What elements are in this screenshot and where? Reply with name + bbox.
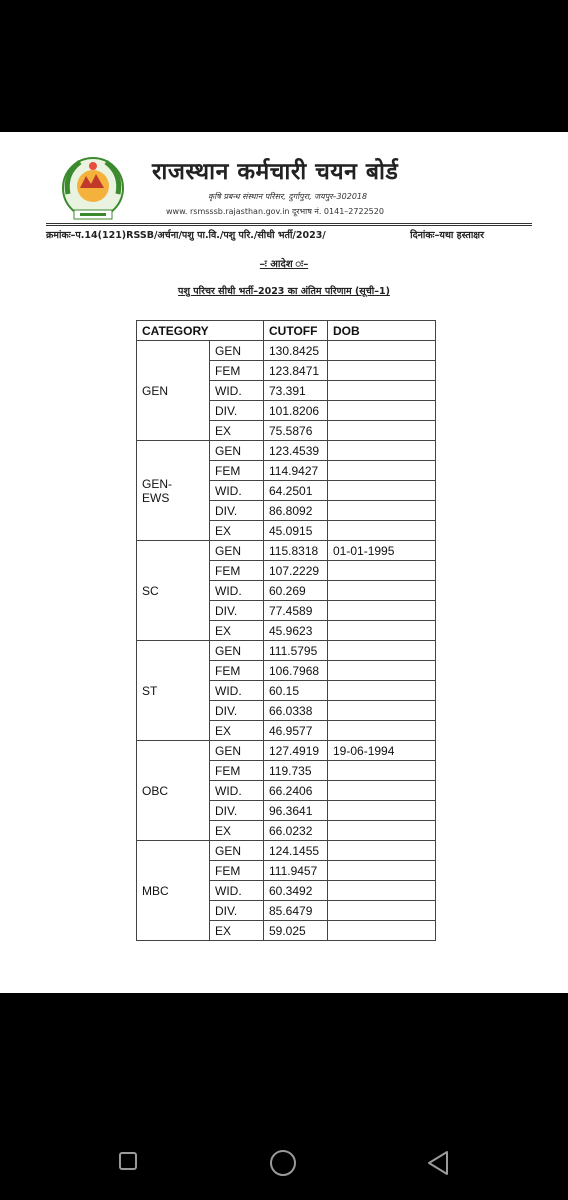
cutoff-cell: 96.3641 [264, 801, 328, 821]
table-header-row [137, 321, 436, 341]
cutoff-cell: 86.8092 [264, 501, 328, 521]
subcategory-cell: FEM [210, 661, 264, 681]
cutoff-cell: 59.025 [264, 921, 328, 941]
subcategory-cell: FEM [210, 761, 264, 781]
header-divider-2 [46, 225, 532, 226]
dob-cell [328, 401, 436, 421]
home-icon[interactable] [270, 1150, 296, 1176]
subcategory-cell: FEM [210, 461, 264, 481]
dob-cell [328, 801, 436, 821]
subcategory-cell: FEM [210, 561, 264, 581]
category-cell: SC [137, 541, 210, 641]
dob-cell [328, 521, 436, 541]
subcategory-cell: EX [210, 721, 264, 741]
category-cell: GEN [137, 341, 210, 441]
dob-cell [328, 701, 436, 721]
subcategory-cell: WID. [210, 381, 264, 401]
subcategory-cell: WID. [210, 681, 264, 701]
table-row [137, 441, 436, 461]
cutoff-cell: 60.3492 [264, 881, 328, 901]
dob-header: DOB [328, 321, 436, 341]
cutoff-cell: 77.4589 [264, 601, 328, 621]
dob-cell [328, 841, 436, 861]
cutoff-cell: 60.15 [264, 681, 328, 701]
subcategory-cell: GEN [210, 441, 264, 461]
category-cell: OBC [137, 741, 210, 841]
subcategory-cell: GEN [210, 741, 264, 761]
cutoff-cell: 85.6479 [264, 901, 328, 921]
subcategory-cell: WID. [210, 481, 264, 501]
order-heading [0, 256, 568, 270]
cutoff-cell: 75.5876 [264, 421, 328, 441]
reference-date: दिनांकः–यथा हस्ताक्षर [410, 230, 484, 241]
subcategory-cell: EX [210, 821, 264, 841]
cutoff-cell: 60.269 [264, 581, 328, 601]
org-address: कृषि प्रबन्ध संस्थान परिसर, दुर्गापुरा, जयपुर–302018 [208, 192, 368, 201]
back-icon[interactable] [425, 1149, 451, 1177]
table-row [137, 841, 436, 861]
subcategory-cell: GEN [210, 341, 264, 361]
result-heading-text: पशु परिचर सीधी भर्ती–2023 का अंतिम परिणाम (सूची–1) [178, 286, 390, 297]
cutoff-cell: 115.8318 [264, 541, 328, 561]
subcategory-cell: EX [210, 621, 264, 641]
cutoff-cell: 124.1455 [264, 841, 328, 861]
board-emblem-logo [60, 154, 126, 228]
category-cell: GEN- EWS [137, 441, 210, 541]
dob-cell [328, 881, 436, 901]
subcategory-cell: WID. [210, 781, 264, 801]
dob-cell [328, 921, 436, 941]
header-divider [46, 223, 532, 224]
dob-cell [328, 721, 436, 741]
cutoff-cell: 111.5795 [264, 641, 328, 661]
cutoff-cell: 123.8471 [264, 361, 328, 381]
table-row [137, 641, 436, 661]
dob-cell: 19-06-1994 [328, 741, 436, 761]
cutoff-cell: 119.735 [264, 761, 328, 781]
subcategory-cell: DIV. [210, 501, 264, 521]
dob-cell [328, 661, 436, 681]
dob-cell [328, 381, 436, 401]
dob-cell [328, 821, 436, 841]
cutoff-cell: 123.4539 [264, 441, 328, 461]
dob-cell [328, 901, 436, 921]
subcategory-cell: GEN [210, 541, 264, 561]
cutoff-header: CUTOFF [264, 321, 328, 341]
dob-cell [328, 341, 436, 361]
android-navigation-bar [0, 1140, 568, 1184]
table-row [137, 341, 436, 361]
cutoff-table [136, 320, 436, 941]
org-contact: www. rsmsssb.rajasthan.gov.in दूरभाष नं. 0141–2722520 [166, 207, 384, 216]
cutoff-cell: 73.391 [264, 381, 328, 401]
subcategory-cell: GEN [210, 841, 264, 861]
dob-cell [328, 861, 436, 881]
subcategory-cell: FEM [210, 361, 264, 381]
cutoff-cell: 64.2501 [264, 481, 328, 501]
cutoff-cell: 130.8425 [264, 341, 328, 361]
dob-cell [328, 781, 436, 801]
cutoff-cell: 111.9457 [264, 861, 328, 881]
category-header: CATEGORY [137, 321, 264, 341]
cutoff-cell: 101.8206 [264, 401, 328, 421]
subcategory-cell: FEM [210, 861, 264, 881]
subcategory-cell: WID. [210, 581, 264, 601]
subcategory-cell: DIV. [210, 701, 264, 721]
dob-cell [328, 441, 436, 461]
dob-cell [328, 561, 436, 581]
dob-cell [328, 641, 436, 661]
cutoff-cell: 45.0915 [264, 521, 328, 541]
cutoff-cell: 46.9577 [264, 721, 328, 741]
dob-cell [328, 581, 436, 601]
subcategory-cell: EX [210, 521, 264, 541]
dob-cell [328, 461, 436, 481]
cutoff-cell: 114.9427 [264, 461, 328, 481]
category-cell: MBC [137, 841, 210, 941]
dob-cell [328, 421, 436, 441]
cutoff-cell: 45.9623 [264, 621, 328, 641]
recent-apps-icon[interactable] [119, 1152, 137, 1170]
dob-cell: 01-01-1995 [328, 541, 436, 561]
dob-cell [328, 601, 436, 621]
dob-cell [328, 681, 436, 701]
cutoff-cell: 66.0338 [264, 701, 328, 721]
cutoff-cell: 66.0232 [264, 821, 328, 841]
reference-number: क्रमांकः–प.14(121)RSSB/अर्चना/पशु पा.वि./पशु परि./सीधी भर्ती/2023/ [46, 230, 326, 241]
subcategory-cell: DIV. [210, 401, 264, 421]
subcategory-cell: EX [210, 921, 264, 941]
result-heading [0, 284, 568, 297]
dob-cell [328, 621, 436, 641]
dob-cell [328, 481, 436, 501]
cutoff-cell: 107.2229 [264, 561, 328, 581]
subcategory-cell: DIV. [210, 901, 264, 921]
subcategory-cell: DIV. [210, 601, 264, 621]
document-page [0, 132, 568, 993]
cutoff-cell: 106.7968 [264, 661, 328, 681]
table-row [137, 741, 436, 761]
subcategory-cell: GEN [210, 641, 264, 661]
order-heading-text: –ः आदेश ः– [259, 259, 309, 270]
subcategory-cell: WID. [210, 881, 264, 901]
dob-cell [328, 361, 436, 381]
cutoff-cell: 127.4919 [264, 741, 328, 761]
subcategory-cell: EX [210, 421, 264, 441]
cutoff-table-body [137, 341, 436, 941]
subcategory-cell: DIV. [210, 801, 264, 821]
dob-cell [328, 501, 436, 521]
category-cell: ST [137, 641, 210, 741]
table-row [137, 541, 436, 561]
dob-cell [328, 761, 436, 781]
org-title: राजस्थान कर्मचारी चयन बोर्ड [152, 159, 399, 185]
cutoff-cell: 66.2406 [264, 781, 328, 801]
